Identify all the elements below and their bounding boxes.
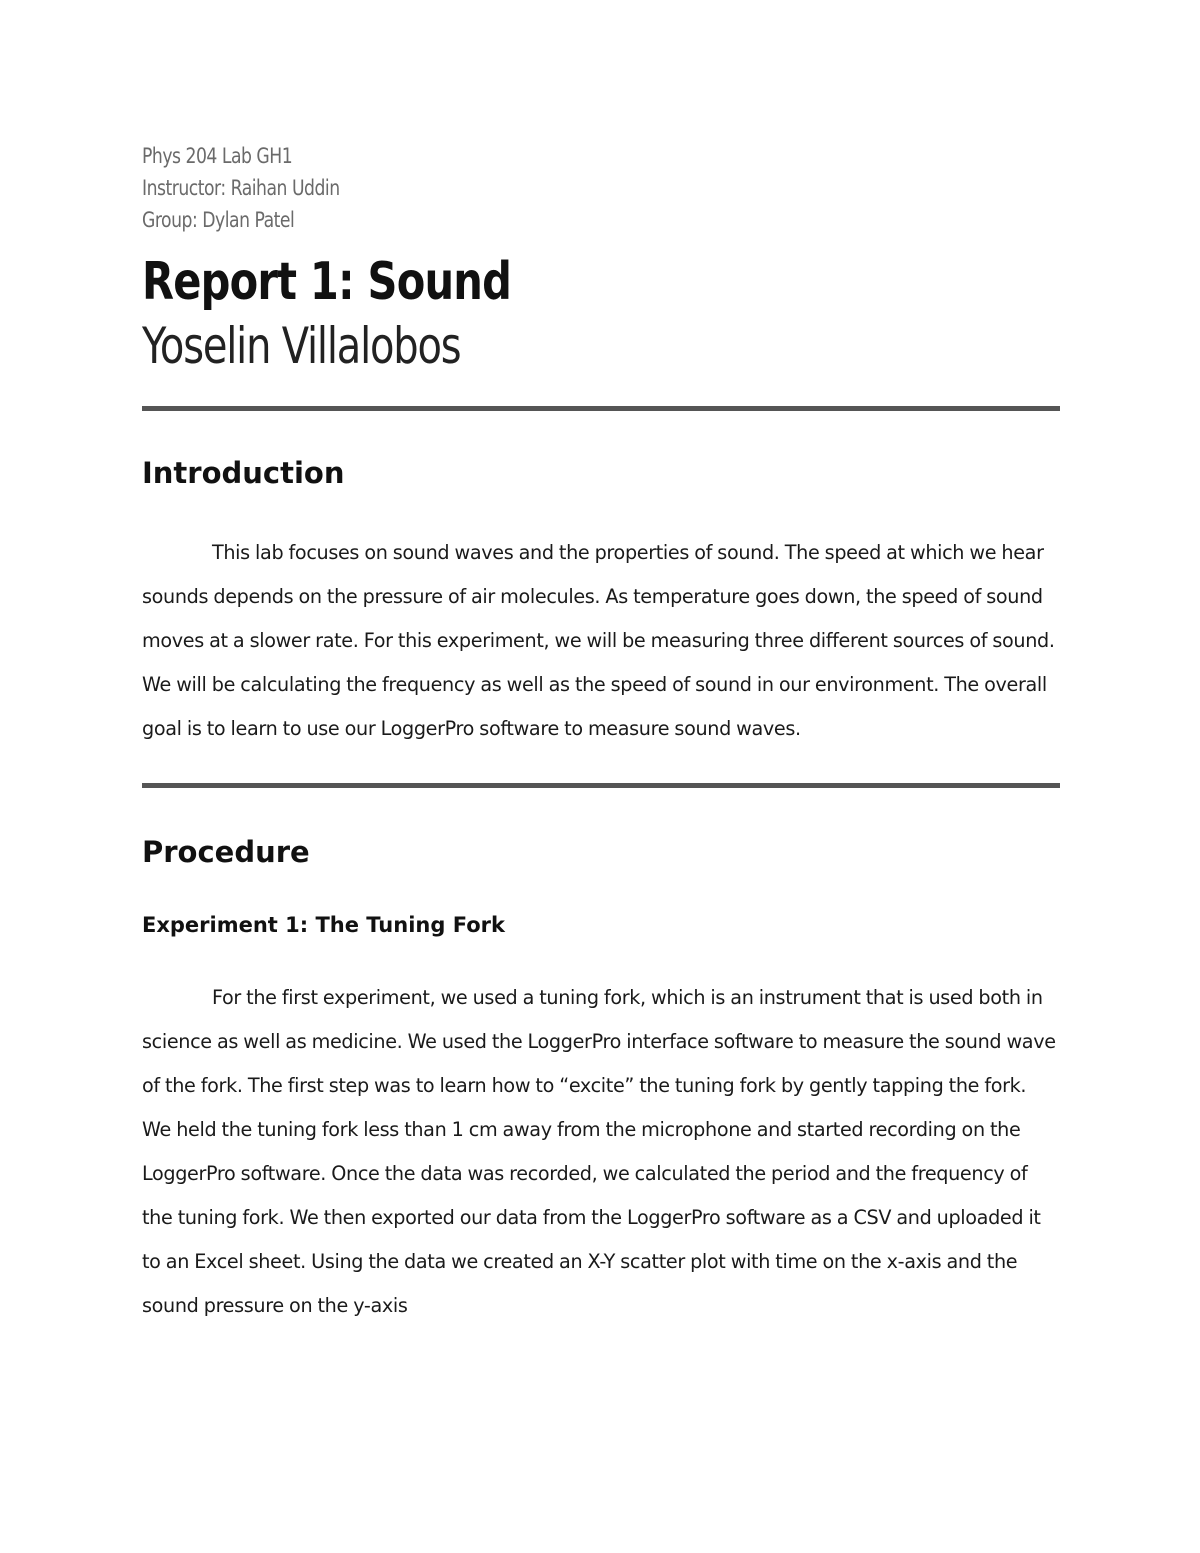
section-divider [142,406,1060,411]
author-name: Yoselin Villalobos [142,317,461,375]
report-title: Report 1: Sound [142,252,512,312]
course-line: Phys 204 Lab GH1 [142,144,293,168]
procedure-heading: Procedure [142,835,310,869]
instructor-line: Instructor: Raihan Uddin [142,176,340,200]
introduction-paragraph: This lab focuses on sound waves and the properties of sound. The speed at which we hear sounds depends on the pressure of air molecules. As temperature goes down, the speed of sound moves at a slower rate. For this experiment, we will be measuring three different sources of sound. We will be calculating the frequency as well as the speed of sound in our environment. The overall goal is to learn to use our LoggerPro software to measure sound waves. [142,541,1055,740]
section-divider [142,783,1060,788]
experiment-1-paragraph: For the first experiment, we used a tuning fork, which is an instrument that is used both in science as well as medicine. We used the LoggerPro interface software to measure the sound wave of the fork. The first step was to learn how to “excite” the tuning fork by gently tapping the fork. We held the tuning fork less than 1 cm away from the microphone and started recording on the LoggerPro software. Once the data was recorded, we calculated the period and the frequency of the tuning fork. We then exported our data from the LoggerPro software as a CSV and uploaded it to an Excel sheet. Using the data we created an X-Y scatter plot with time on the x-axis and the sound pressure on the y-axis [142,986,1056,1317]
title-block [142,250,622,378]
experiment-1-heading: Experiment 1: The Tuning Fork [142,913,505,937]
introduction-heading: Introduction [142,456,345,490]
report-header [142,140,634,236]
group-line: Group: Dylan Patel [142,208,295,232]
